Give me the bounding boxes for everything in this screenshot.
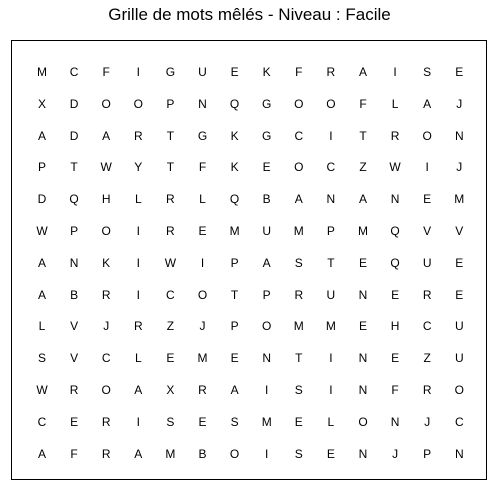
- grid-cell[interactable]: E: [391, 287, 400, 302]
- grid-cell[interactable]: M: [358, 224, 368, 238]
- grid-cell[interactable]: R: [69, 383, 79, 397]
- grid-cell[interactable]: C: [326, 160, 336, 175]
- grid-cell[interactable]: Y: [134, 160, 143, 175]
- grid-cell[interactable]: E: [455, 287, 464, 302]
- grid-cell[interactable]: N: [454, 128, 464, 143]
- grid-cell[interactable]: J: [392, 446, 399, 461]
- grid-cell[interactable]: I: [200, 255, 205, 270]
- grid-cell[interactable]: R: [166, 224, 175, 238]
- grid-cell[interactable]: I: [265, 383, 269, 397]
- grid-cell[interactable]: T: [230, 287, 239, 302]
- grid-cell[interactable]: A: [37, 255, 46, 270]
- grid-cell[interactable]: W: [36, 224, 48, 238]
- grid-cell[interactable]: Q: [229, 192, 240, 207]
- grid-cell[interactable]: K: [230, 160, 239, 175]
- grid-cell[interactable]: B: [70, 287, 79, 302]
- grid-cell[interactable]: D: [69, 96, 79, 111]
- grid-cell[interactable]: E: [391, 351, 400, 366]
- grid-cell[interactable]: J: [424, 414, 431, 429]
- grid-cell[interactable]: G: [197, 128, 208, 143]
- grid-cell[interactable]: E: [358, 255, 367, 270]
- grid-row: [11, 62, 487, 82]
- grid-row: [11, 126, 487, 146]
- grid-cell[interactable]: C: [454, 414, 464, 429]
- grid-cell[interactable]: V: [455, 224, 464, 238]
- grid-cell[interactable]: E: [358, 319, 367, 334]
- grid-cell[interactable]: E: [326, 446, 335, 461]
- grid-cell[interactable]: F: [359, 96, 367, 111]
- grid-cell[interactable]: S: [230, 414, 239, 429]
- grid-cell[interactable]: C: [166, 287, 175, 302]
- grid-cell[interactable]: I: [136, 287, 140, 302]
- grid-cell[interactable]: G: [165, 65, 176, 79]
- grid-cell[interactable]: B: [262, 192, 271, 207]
- grid-cell[interactable]: S: [37, 351, 46, 366]
- grid-cell[interactable]: A: [37, 287, 46, 302]
- grid-cell[interactable]: C: [69, 65, 79, 79]
- grid-cell[interactable]: N: [358, 383, 368, 397]
- grid-cell[interactable]: E: [455, 255, 464, 270]
- grid-cell[interactable]: A: [134, 446, 143, 461]
- grid-row: [11, 444, 487, 464]
- grid-cell[interactable]: R: [326, 65, 336, 79]
- grid-cell[interactable]: S: [294, 383, 303, 397]
- grid-cell[interactable]: Q: [390, 224, 400, 238]
- grid-cell[interactable]: A: [294, 192, 303, 207]
- grid-cell[interactable]: N: [390, 192, 400, 207]
- grid-cell[interactable]: E: [294, 414, 303, 429]
- grid-cell[interactable]: O: [358, 414, 368, 429]
- grid-cell[interactable]: V: [70, 319, 79, 334]
- grid-row: [11, 316, 487, 336]
- grid-cell[interactable]: M: [197, 351, 208, 366]
- grid-cell[interactable]: E: [166, 351, 175, 366]
- grid-cell[interactable]: A: [134, 383, 143, 397]
- grid-cell[interactable]: F: [391, 383, 399, 397]
- grid-cell[interactable]: T: [166, 160, 175, 175]
- grid-cell[interactable]: O: [422, 128, 432, 143]
- grid-cell[interactable]: E: [198, 224, 207, 238]
- grid-cell[interactable]: P: [70, 224, 79, 238]
- grid-cell[interactable]: A: [262, 255, 271, 270]
- grid-cell[interactable]: C: [422, 319, 432, 334]
- grid-cell[interactable]: Q: [229, 96, 240, 111]
- grid-cell[interactable]: D: [69, 128, 79, 143]
- grid-cell[interactable]: T: [359, 128, 367, 143]
- grid-cell[interactable]: R: [101, 287, 111, 302]
- grid-cell[interactable]: B: [198, 446, 207, 461]
- grid-cell[interactable]: O: [101, 224, 111, 238]
- grid-cell[interactable]: A: [423, 96, 432, 111]
- grid-cell[interactable]: M: [165, 446, 176, 461]
- grid-cell[interactable]: I: [136, 414, 140, 429]
- grid-cell[interactable]: C: [37, 414, 47, 429]
- grid-cell[interactable]: A: [358, 65, 367, 79]
- grid-cell[interactable]: N: [390, 414, 400, 429]
- grid-cell[interactable]: L: [199, 192, 206, 207]
- grid-cell[interactable]: I: [265, 446, 269, 461]
- grid-cell[interactable]: Z: [166, 319, 175, 334]
- grid-row: [11, 189, 487, 209]
- grid-cell[interactable]: L: [327, 414, 335, 429]
- grid-cell[interactable]: D: [37, 192, 47, 207]
- grid-cell[interactable]: R: [422, 287, 432, 302]
- grid-cell[interactable]: R: [101, 414, 111, 429]
- grid-cell[interactable]: O: [133, 96, 143, 111]
- grid-cell[interactable]: L: [134, 192, 142, 207]
- grid-cell[interactable]: P: [423, 446, 432, 461]
- grid-cell[interactable]: A: [230, 383, 239, 397]
- grid-cell[interactable]: M: [37, 65, 47, 79]
- grid-cell[interactable]: R: [166, 192, 175, 207]
- grid-cell[interactable]: K: [262, 65, 271, 79]
- grid-cell[interactable]: E: [230, 351, 239, 366]
- grid-cell[interactable]: G: [262, 96, 272, 111]
- grid-cell[interactable]: S: [294, 446, 303, 461]
- grid-cell[interactable]: X: [166, 383, 175, 397]
- grid-cell[interactable]: I: [136, 224, 140, 238]
- grid-cell[interactable]: H: [101, 192, 111, 207]
- grid-cell[interactable]: E: [230, 65, 239, 79]
- grid-row: [11, 412, 487, 432]
- grid-cell[interactable]: O: [294, 160, 304, 175]
- grid-cell[interactable]: O: [262, 319, 272, 334]
- grid-cell[interactable]: Q: [69, 192, 79, 207]
- grid-cell[interactable]: N: [358, 446, 368, 461]
- grid-cell[interactable]: J: [456, 160, 463, 175]
- grid-cell[interactable]: F: [198, 160, 207, 175]
- grid-cell[interactable]: E: [70, 414, 79, 429]
- grid-cell[interactable]: Q: [390, 255, 400, 270]
- grid-cell[interactable]: A: [102, 128, 111, 143]
- grid-cell[interactable]: O: [454, 383, 464, 397]
- grid-cell[interactable]: U: [198, 65, 207, 79]
- grid-cell[interactable]: P: [230, 255, 239, 270]
- grid-cell[interactable]: R: [133, 319, 143, 334]
- grid-cell[interactable]: F: [295, 65, 303, 79]
- grid-cell[interactable]: T: [166, 128, 175, 143]
- grid-cell[interactable]: M: [325, 319, 336, 334]
- grid-cell[interactable]: W: [100, 160, 112, 175]
- grid-cell[interactable]: I: [329, 383, 333, 397]
- grid-cell[interactable]: P: [326, 224, 335, 238]
- grid-cell[interactable]: R: [198, 383, 207, 397]
- grid-cell[interactable]: M: [293, 224, 304, 238]
- grid-cell[interactable]: O: [101, 96, 111, 111]
- grid-cell[interactable]: Z: [359, 160, 367, 175]
- grid-cell[interactable]: H: [390, 319, 400, 334]
- grid-cell[interactable]: R: [422, 383, 432, 397]
- grid-cell[interactable]: O: [326, 96, 336, 111]
- grid-cell[interactable]: M: [229, 224, 240, 238]
- grid-cell[interactable]: S: [423, 65, 432, 79]
- grid-cell[interactable]: A: [37, 446, 46, 461]
- grid-row: [11, 157, 487, 177]
- grid-cell[interactable]: W: [389, 160, 401, 175]
- grid-cell[interactable]: E: [262, 160, 271, 175]
- letter-grid: [11, 40, 487, 475]
- grid-cell[interactable]: L: [38, 319, 46, 334]
- grid-cell[interactable]: T: [70, 160, 78, 175]
- grid-cell[interactable]: N: [262, 351, 272, 366]
- grid-cell[interactable]: E: [423, 192, 432, 207]
- grid-cell[interactable]: O: [101, 383, 111, 397]
- grid-cell[interactable]: P: [37, 160, 46, 175]
- grid-cell[interactable]: I: [425, 160, 429, 175]
- grid-cell[interactable]: P: [262, 287, 271, 302]
- grid-cell[interactable]: C: [101, 351, 111, 366]
- grid-row: [11, 94, 487, 114]
- grid-cell[interactable]: N: [326, 192, 336, 207]
- grid-cell[interactable]: N: [358, 351, 368, 366]
- grid-cell[interactable]: N: [454, 446, 464, 461]
- grid-cell[interactable]: O: [294, 96, 304, 111]
- grid-cell[interactable]: P: [230, 319, 239, 334]
- grid-cell[interactable]: E: [455, 65, 464, 79]
- grid-cell[interactable]: U: [262, 224, 272, 238]
- grid-cell[interactable]: J: [199, 319, 206, 334]
- grid-row: [11, 348, 487, 368]
- grid-cell[interactable]: J: [103, 319, 110, 334]
- grid-cell[interactable]: J: [456, 96, 463, 111]
- grid-cell[interactable]: V: [70, 351, 79, 366]
- grid-cell[interactable]: W: [36, 383, 48, 397]
- grid-cell[interactable]: N: [198, 96, 207, 111]
- grid-row: [11, 253, 487, 273]
- grid-cell[interactable]: T: [327, 255, 335, 270]
- grid-cell[interactable]: W: [164, 255, 177, 270]
- grid-cell[interactable]: U: [326, 287, 336, 302]
- grid-cell[interactable]: A: [37, 128, 46, 143]
- grid-cell[interactable]: G: [262, 128, 272, 143]
- grid-row: [11, 221, 487, 241]
- grid-cell[interactable]: N: [69, 255, 79, 270]
- grid-cell[interactable]: N: [358, 287, 368, 302]
- grid-cell[interactable]: R: [133, 128, 143, 143]
- grid-row: [11, 380, 487, 400]
- grid-cell[interactable]: I: [136, 255, 140, 270]
- grid-cell[interactable]: U: [454, 319, 464, 334]
- grid-cell[interactable]: P: [166, 96, 175, 111]
- grid-cell[interactable]: F: [70, 446, 78, 461]
- grid-cell[interactable]: E: [198, 414, 207, 429]
- grid-cell[interactable]: C: [294, 128, 304, 143]
- grid-cell[interactable]: R: [294, 287, 304, 302]
- grid-cell[interactable]: K: [230, 128, 239, 143]
- grid-cell[interactable]: M: [454, 192, 465, 207]
- grid-cell[interactable]: T: [295, 351, 303, 366]
- grid-cell[interactable]: S: [294, 255, 303, 270]
- grid-cell[interactable]: V: [423, 224, 432, 238]
- grid-cell[interactable]: F: [102, 65, 110, 79]
- grid-cell[interactable]: X: [37, 96, 46, 111]
- grid-cell[interactable]: K: [102, 255, 111, 270]
- grid-row: [11, 285, 487, 305]
- grid-cell[interactable]: S: [166, 414, 175, 429]
- grid-cell[interactable]: I: [329, 351, 333, 366]
- grid-cell[interactable]: A: [358, 192, 367, 207]
- grid-cell[interactable]: M: [293, 319, 304, 334]
- grid-cell[interactable]: L: [391, 96, 399, 111]
- grid-cell[interactable]: U: [422, 255, 432, 270]
- grid-cell[interactable]: Z: [423, 351, 431, 366]
- grid-cell[interactable]: O: [197, 287, 208, 302]
- grid-cell[interactable]: I: [136, 65, 140, 79]
- grid-cell[interactable]: O: [229, 446, 240, 461]
- grid-cell[interactable]: U: [454, 351, 464, 366]
- puzzle-title: Grille de mots mêlés - Niveau : Facile: [108, 5, 391, 24]
- grid-cell[interactable]: R: [101, 446, 111, 461]
- grid-cell[interactable]: I: [393, 65, 397, 79]
- grid-cell[interactable]: M: [261, 414, 272, 429]
- grid-cell[interactable]: I: [329, 128, 333, 143]
- grid-cell[interactable]: L: [134, 351, 142, 366]
- grid-cell[interactable]: R: [390, 128, 400, 143]
